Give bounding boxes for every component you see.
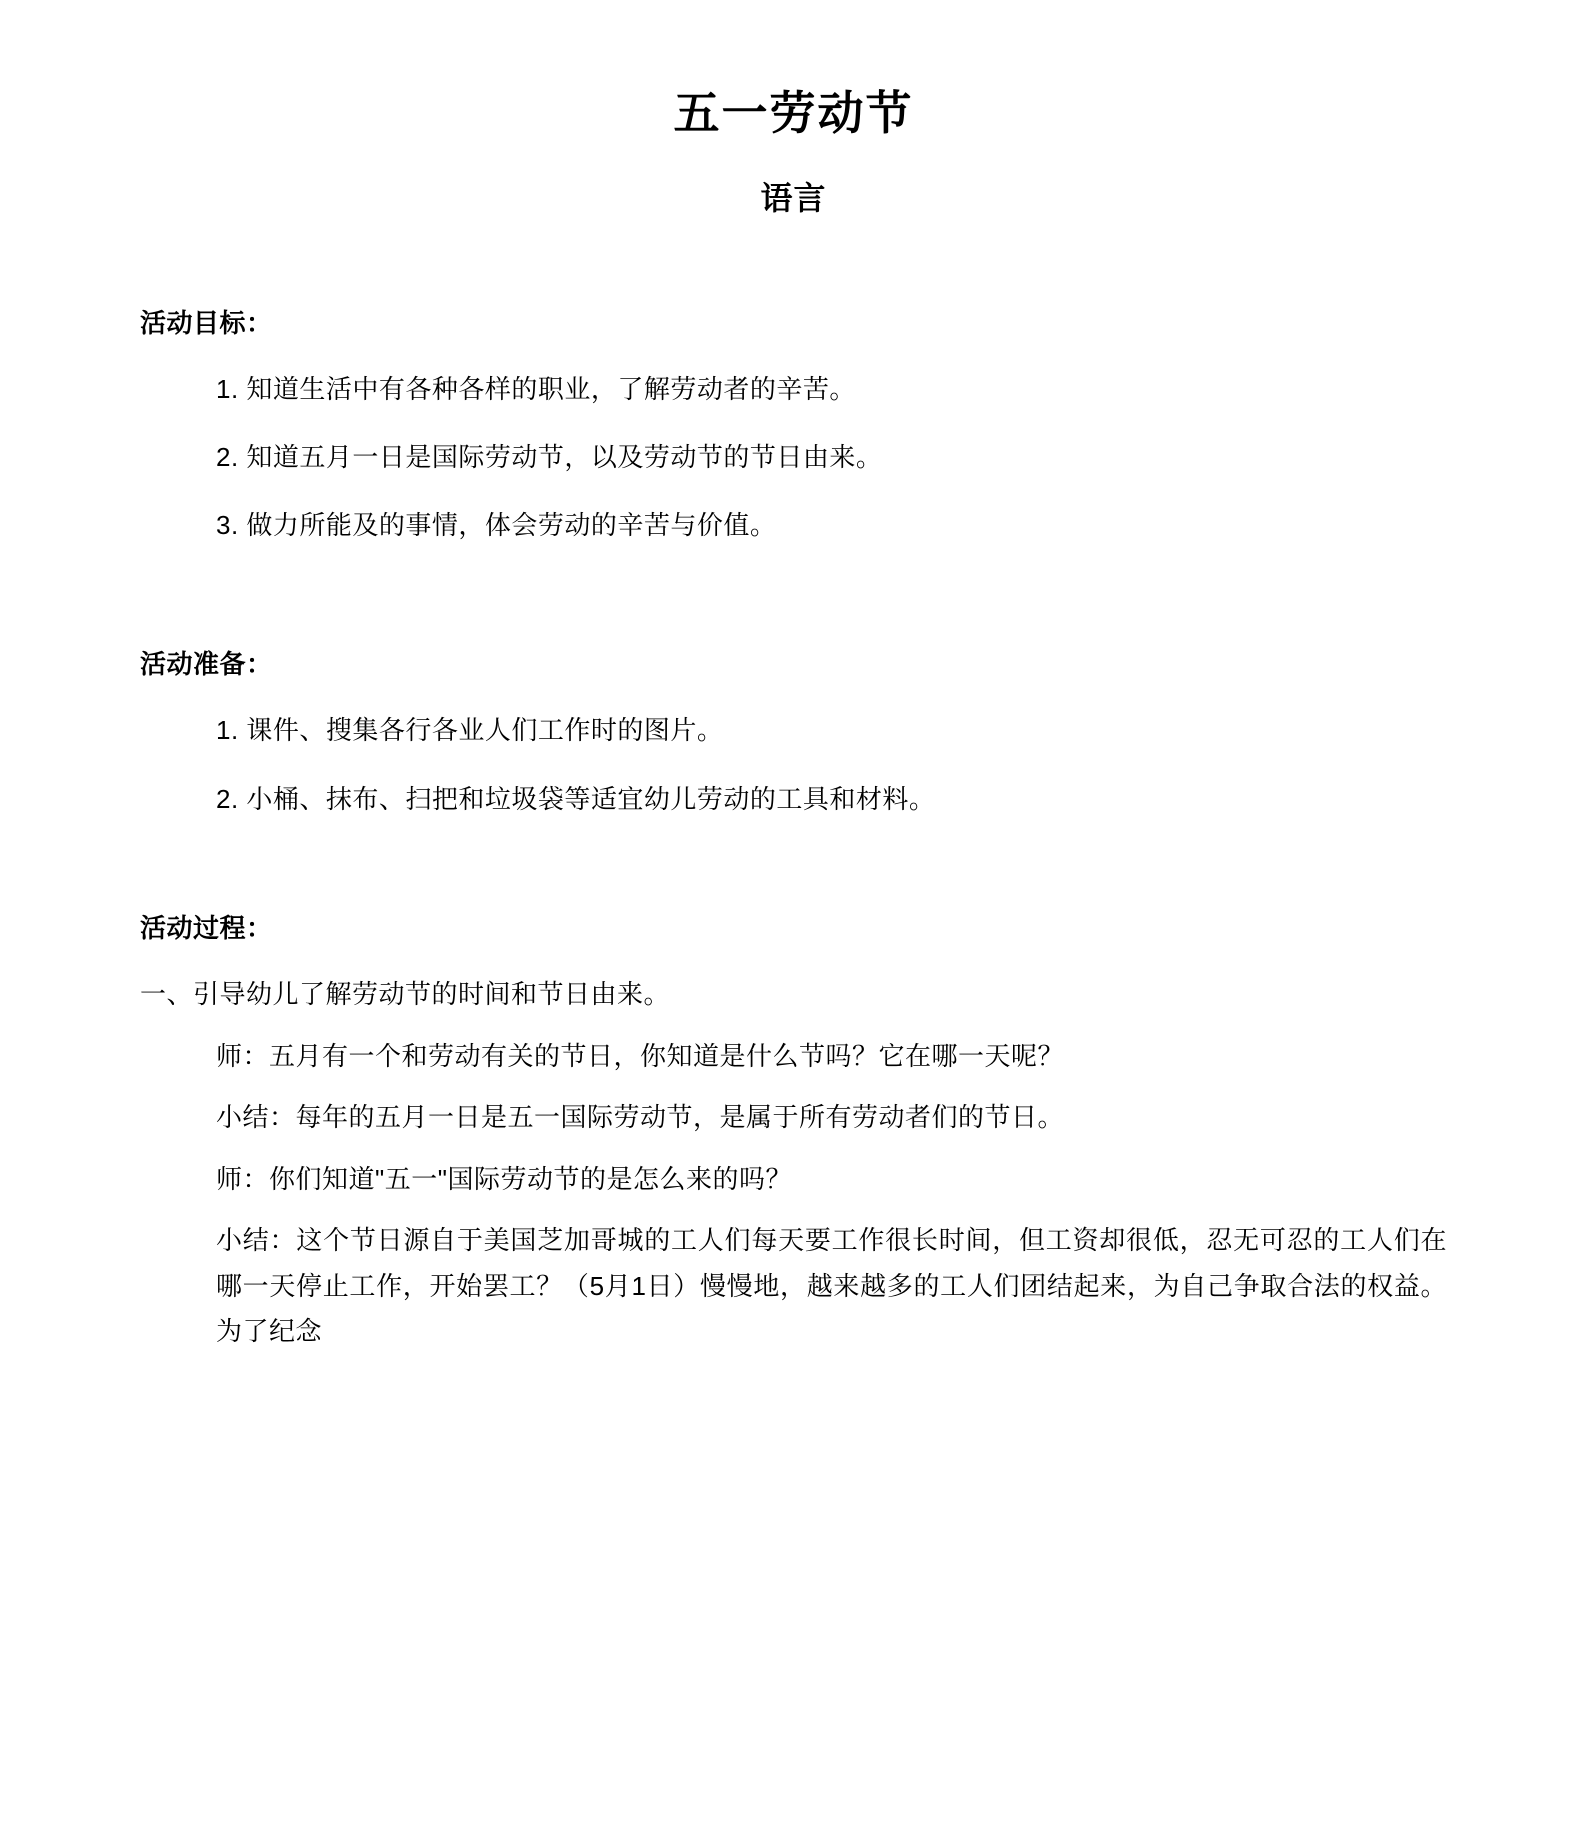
section-heading-process: 活动过程： xyxy=(140,913,273,944)
list-item: 1. 课件、搜集各行各业人们工作时的图片。 xyxy=(216,715,724,746)
section-spacer xyxy=(140,573,1447,645)
dialogue-line: 师：五月有一个和劳动有关的节日，你知道是什么节吗？它在哪一天呢？ xyxy=(216,1040,1065,1071)
section-preparation xyxy=(140,645,1447,819)
section-process xyxy=(140,909,1447,1355)
document-title: 五一劳动节 xyxy=(673,87,914,139)
section-heading-preparation: 活动准备： xyxy=(140,649,273,680)
process-step-one: 一、引导幼儿了解劳动节的时间和节日由来。 xyxy=(140,979,671,1010)
section-heading-objectives: 活动目标： xyxy=(140,307,273,338)
section-spacer xyxy=(140,847,1447,909)
dialogue-line: 小结：这个节日源自于美国芝加哥城的工人们每天要工作很长时间，但工资却很低，忍无可忍的工人们在哪一天停止工作，开始罢工？（5月1日）慢慢地，越来越多的工人们团结起来，为自己争取合法的权益。为了纪念 xyxy=(216,1225,1447,1347)
list-item: 3. 做力所能及的事情，体会劳动的辛苦与价值。 xyxy=(216,510,777,541)
document-content xyxy=(0,304,1587,1355)
dialogue-line: 小结：每年的五月一日是五一国际劳动节，是属于所有劳动者们的节日。 xyxy=(216,1102,1065,1133)
list-item: 2. 小桶、抹布、扫把和垃圾袋等适宜幼儿劳动的工具和材料。 xyxy=(216,783,936,814)
list-item: 1. 知道生活中有各种各样的职业，了解劳动者的辛苦。 xyxy=(216,373,856,404)
list-item: 2. 知道五月一日是国际劳动节，以及劳动节的节日由来。 xyxy=(216,441,883,472)
section-objectives xyxy=(140,304,1447,546)
dialogue-line: 师：你们知道"五一"国际劳动节的是怎么来的吗？ xyxy=(216,1163,792,1194)
document-subtitle: 语言 xyxy=(760,180,827,217)
